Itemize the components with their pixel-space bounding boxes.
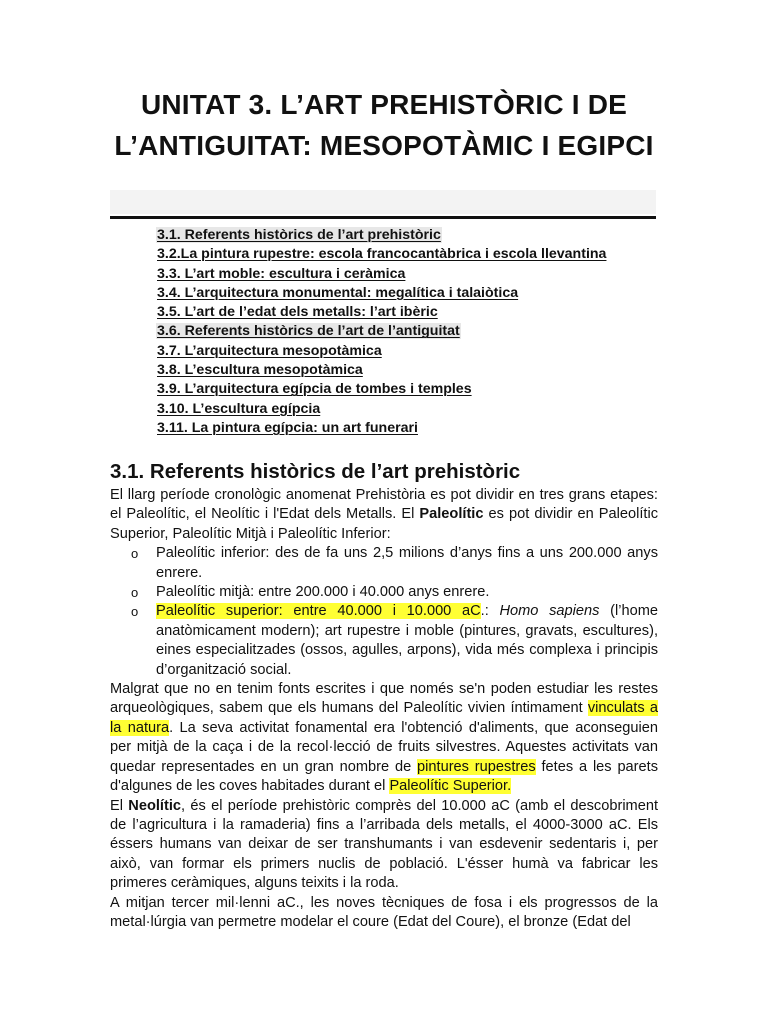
highlight: pintures rupestres — [417, 758, 536, 775]
document-title: UNITAT 3. L’ART PREHISTÒRIC I DE L’ANTIGUITAT: MESOPOTÀMIC I EGIPCI — [114, 89, 654, 161]
toc-item-3-10[interactable]: 3.10. L’escultura egípcia — [157, 400, 321, 417]
toc-item-3-2[interactable]: 3.2.La pintura rupestre: escola francocantàbrica i escola llevantina — [157, 246, 607, 263]
bullet-circle-icon: o — [131, 546, 139, 562]
highlight: Paleolític superior: entre 40.000 i 10.000 aC — [156, 603, 481, 620]
toc-item-3-4[interactable]: 3.4. L’arquitectura monumental: megalítica i talaiòtica — [157, 284, 519, 301]
table-of-contents — [156, 226, 607, 438]
list-item: o Paleolític mitjà: entre 200.000 i 40.000 anys enrere. — [110, 583, 658, 602]
toc-item-3-3[interactable]: 3.3. L’art moble: escultura i ceràmica — [157, 265, 406, 282]
toc-item-3-8[interactable]: 3.8. L’escultura mesopotàmica — [157, 362, 363, 379]
title-shade — [110, 190, 656, 214]
paragraph-prehistory: El llarg període cronològic anomenat Prehistòria es pot dividir en tres grans etapes: el Paleolític, el Neolític i l'Edat dels Metalls. El Paleolític es pot dividir en Paleolític Superior, Paleolític Mitjà i Paleolític Inferior: — [110, 487, 658, 542]
paragraph-metals: A mitjan tercer mil·lenni aC., les noves tècniques de fosa i els progressos de la metal·lúrgia van permetre modelar el coure (Edat del Coure), el bronze (Edat del — [110, 894, 658, 930]
toc-item-3-9[interactable]: 3.9. L’arquitectura egípcia de tombes i temples — [157, 381, 472, 398]
section-heading: 3.1. Referents històrics de l’art prehistòric — [110, 460, 521, 483]
list-item: o Paleolític inferior: des de fa uns 2,5 milions d’anys fins a uns 200.000 anys enrere. — [131, 545, 658, 581]
toc-item-3-1[interactable]: 3.1. Referents històrics de l’art prehistòric — [157, 227, 441, 243]
section-body — [110, 486, 658, 932]
highlight: Paleolític Superior. — [389, 778, 512, 795]
toc-item-3-11[interactable]: 3.11. La pintura egípcia: un art funerari — [157, 419, 418, 436]
highlight: vinculats a la natura — [110, 700, 659, 736]
toc-item-3-6[interactable]: 3.6. Referents històrics de l’art de l’antiguitat — [157, 323, 460, 340]
toc-item-3-5[interactable]: 3.5. L’art de l’edat dels metalls: l’art ibèric — [157, 304, 438, 321]
toc-item-3-7[interactable]: 3.7. L’arquitectura mesopotàmica — [157, 342, 382, 359]
bullet-circle-icon: o — [131, 604, 139, 620]
paragraph-paleolithic: Malgrat que no en tenim fonts escrites i que només se'n poden estudiar les restes arqueològiques, sabem que els humans del Paleolític vivien íntimament vinculats a la natura. La seva activitat fonamental era l'obtenció d'aliments, que aconseguien per mitjà de la caça i de la recol·lecció de fruits silvestres. Aquestes activitats van quedar representades en un gran nombre de pintures rupestres fetes a les parets d'algunes de les coves habitades durant el Paleolític Superior. — [110, 681, 659, 795]
list-item: o Paleolític superior: entre 40.000 i 10.000 aC.: Homo sapiens (l’home anatòmicament modern); art rupestre i moble (pintures, gravats, escultures), eines especialitzades (ossos, agulles, arpons), vida més complexa i principis d’organització social. — [131, 603, 658, 678]
title-underline — [110, 216, 656, 219]
paleolithic-list — [110, 544, 658, 680]
bullet-circle-icon: o — [131, 585, 139, 601]
paragraph-neolithic: El Neolític, és el període prehistòric comprès del 10.000 aC (amb el descobriment de l’agricultura i la ramaderia) fins a l’arribada dels metalls, el 4000-3000 aC. Els éssers humans van deixar de ser transhumants i van esdevenir sedentaris i, per això, van formar els primers nuclis de població. L'ésser humà va fabricar les primeres ceràmiques, alguns teixits i la roda. — [110, 797, 659, 892]
